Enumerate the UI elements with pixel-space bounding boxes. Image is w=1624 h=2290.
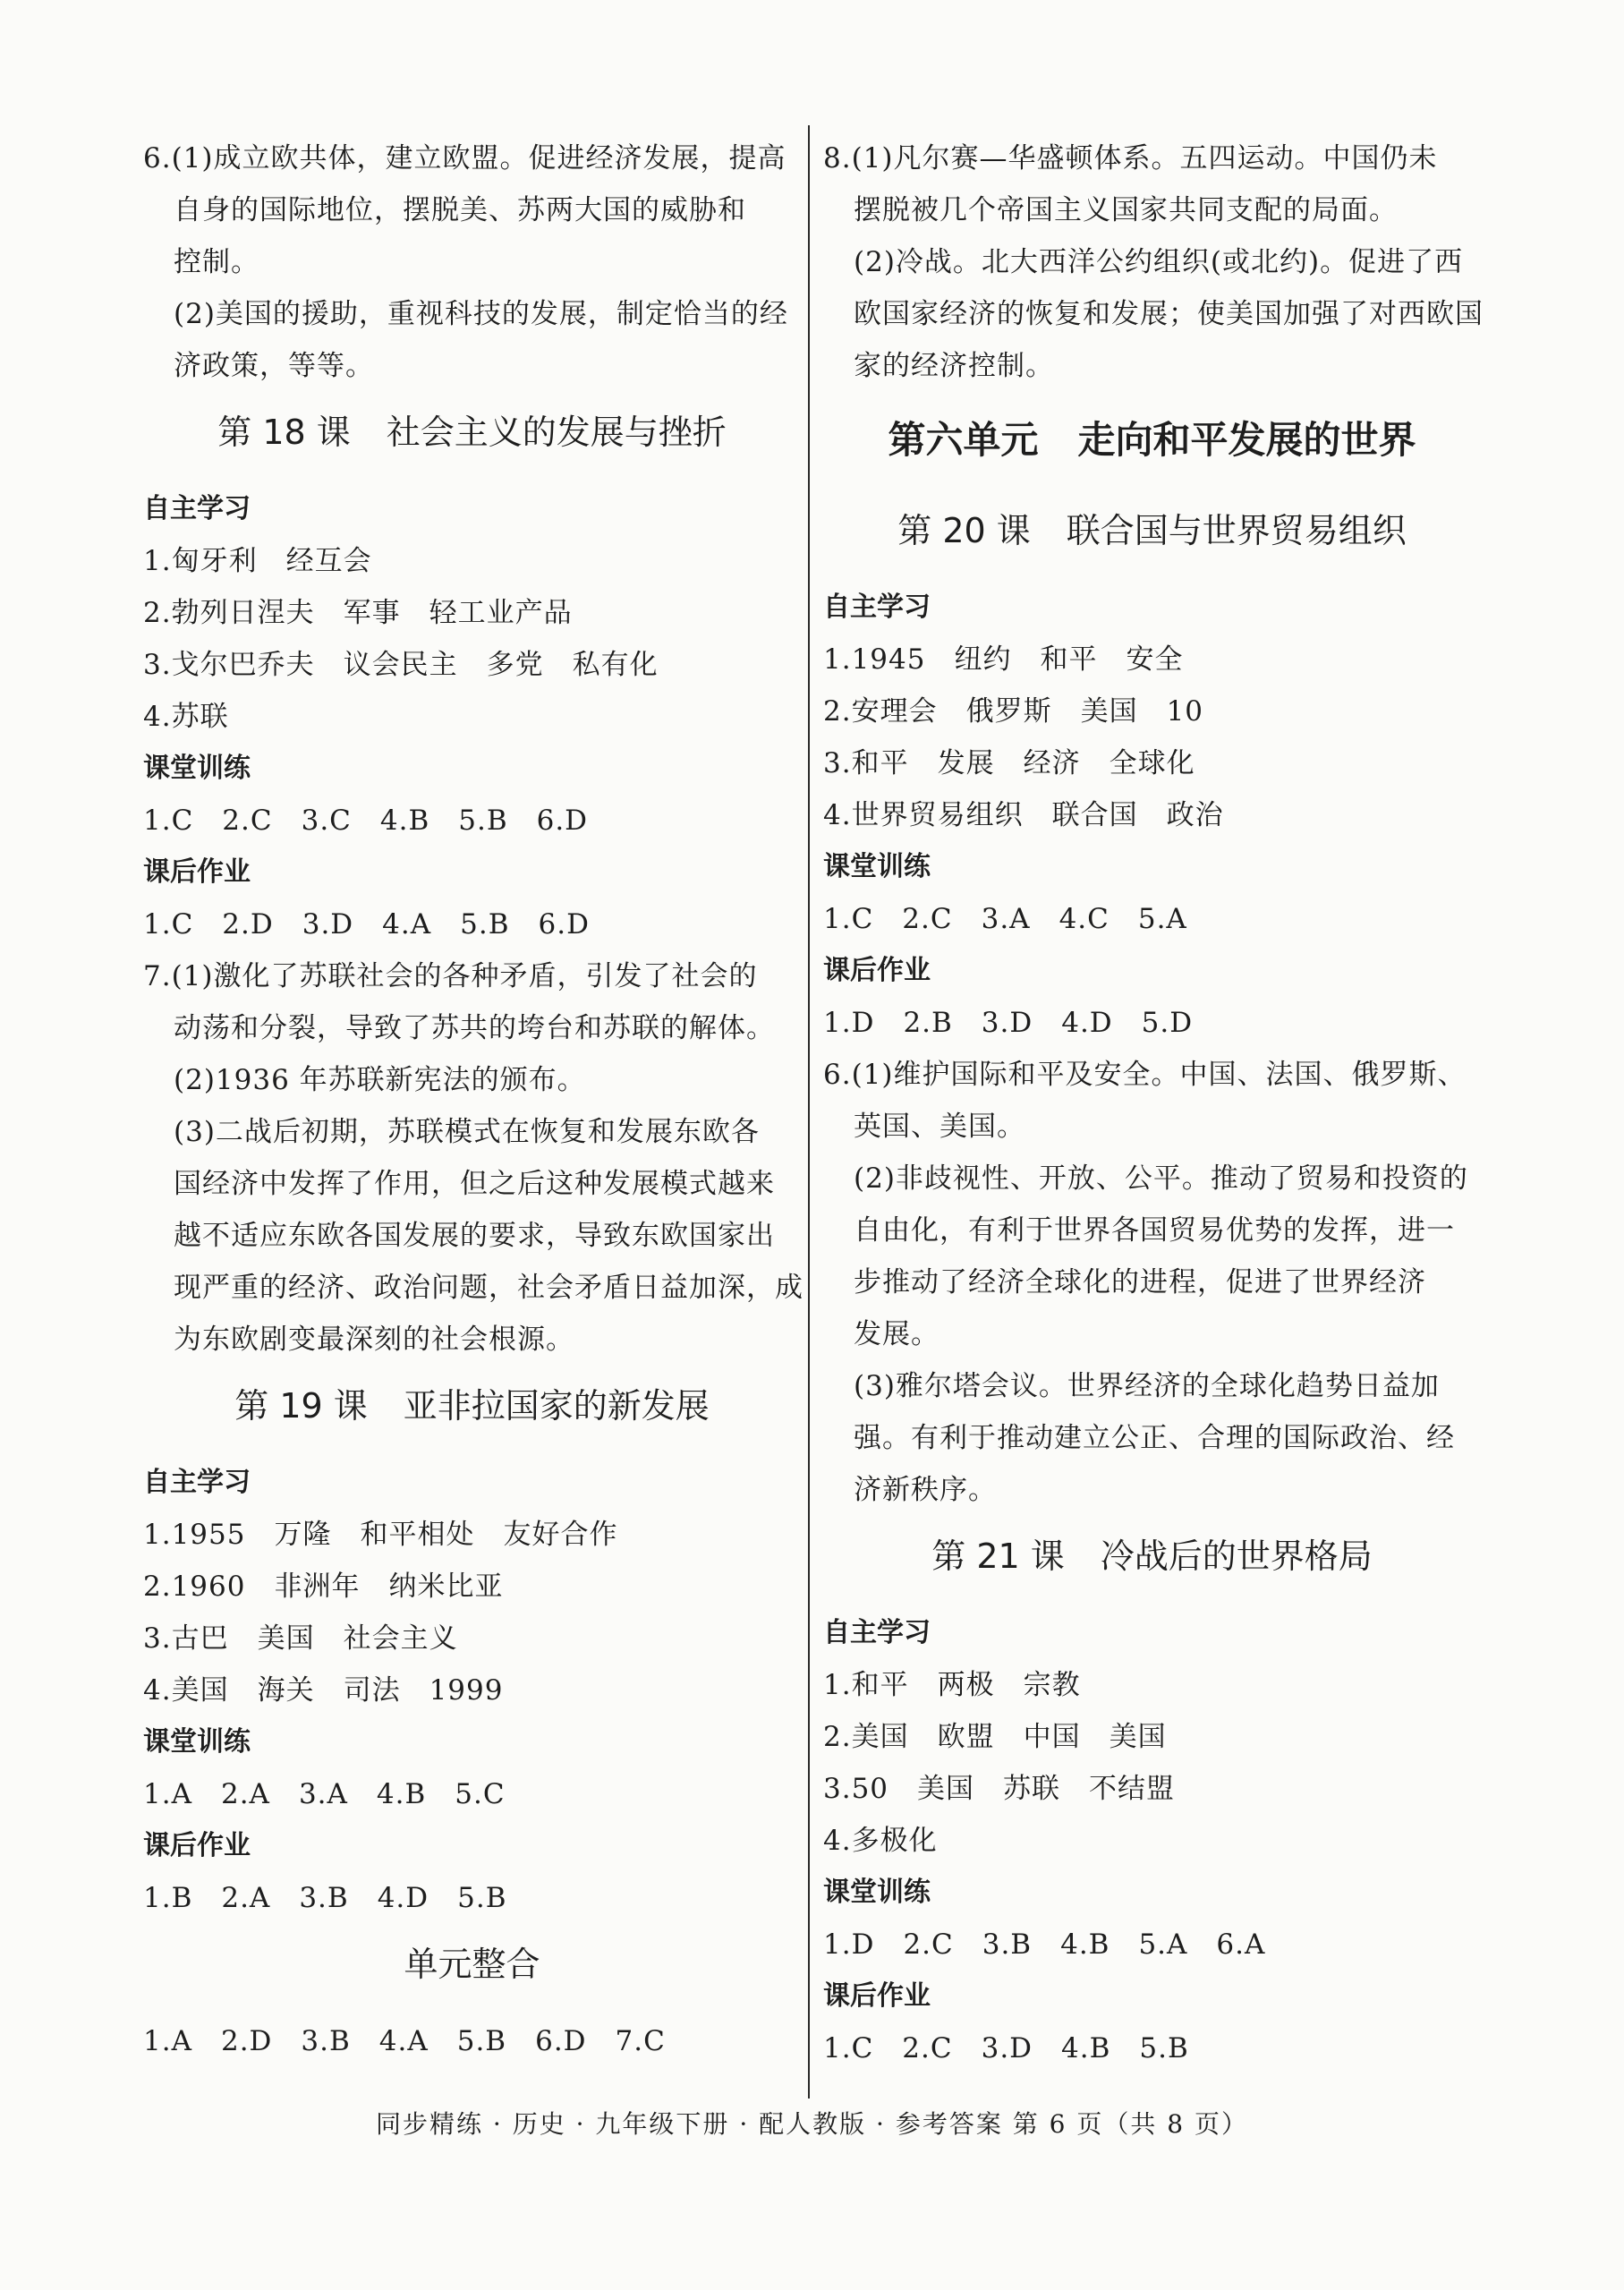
answer-line xyxy=(143,535,801,587)
text-line: 自由化，有利于世界各国贸易优势的发挥，进一 xyxy=(854,1214,1455,1247)
answer-item: 10 xyxy=(1166,695,1204,728)
answer-line xyxy=(143,1561,801,1613)
answer-item: 发展 xyxy=(937,747,995,779)
answer-item: 美国 xyxy=(257,1622,315,1655)
answer-item: 5.B xyxy=(456,2025,507,2057)
answer-line xyxy=(823,1711,1481,1763)
answer-item: 4.世界贸易组织 xyxy=(823,799,1024,831)
section-heading-zizhu: 自主学习 xyxy=(143,1467,251,1498)
answer-item: 非洲年 xyxy=(274,1571,361,1603)
answer-item: 3.和平 xyxy=(823,747,909,779)
answer-item: 1.1945 xyxy=(823,643,926,676)
answer-item: 4.多极化 xyxy=(823,1825,938,1857)
unit-number: 第六单元 xyxy=(888,418,1039,462)
answer-item: 7.C xyxy=(615,2025,666,2057)
text-line: (3)雅尔塔会议。世界经济的全球化趋势日益加 xyxy=(854,1370,1440,1402)
answer-line xyxy=(823,893,1481,945)
answer-item: 和平相处 xyxy=(360,1519,475,1551)
answer-line xyxy=(823,737,1481,789)
answer-item: 5.A xyxy=(1138,1928,1188,1961)
answer-item: 经济 xyxy=(1023,747,1081,779)
answer-item: 3.C xyxy=(301,804,352,837)
answer-item: 4.D xyxy=(1061,1007,1113,1039)
column-divider xyxy=(808,125,810,2098)
lesson-name: 亚非拉国家的新发展 xyxy=(403,1386,710,1426)
answer-line xyxy=(143,898,801,950)
lesson-number: 第 18 课 xyxy=(217,413,351,452)
section-heading-kehou: 课后作业 xyxy=(823,955,931,986)
answer-item: 1.C xyxy=(143,804,194,837)
answer-item: 2.D xyxy=(220,2025,273,2057)
section-heading-kehou: 课后作业 xyxy=(143,1830,251,1861)
answer-line xyxy=(823,1763,1481,1815)
text-line: 发展。 xyxy=(854,1318,940,1350)
answer-item: 2.B xyxy=(903,1007,953,1039)
answer-item: 1.C xyxy=(823,903,874,935)
answer-item: 私有化 xyxy=(572,649,659,681)
answer-line xyxy=(823,789,1481,841)
text-line: 英国、美国。 xyxy=(854,1111,1025,1143)
answer-item: 2.美国 xyxy=(823,1721,909,1753)
answer-item: 4.C xyxy=(1059,903,1110,935)
text-line: (2)美国的援助，重视科技的发展，制定恰当的经 xyxy=(174,298,788,330)
text-line: 国经济中发挥了作用，但之后这种发展模式越来 xyxy=(174,1168,775,1200)
text-line: (3)二战后初期，苏联模式在恢复和发展东欧各 xyxy=(174,1116,760,1148)
lesson-number: 第 21 课 xyxy=(931,1537,1065,1576)
answer-line xyxy=(143,2015,801,2067)
answer-item: 4.B xyxy=(1060,1928,1110,1961)
answer-line xyxy=(143,1872,801,1924)
answer-item: 1.和平 xyxy=(823,1669,909,1701)
answer-item: 3.50 xyxy=(823,1773,889,1805)
text-line: 摆脱被几个帝国主义国家共同支配的局面。 xyxy=(854,194,1398,226)
answer-item: 2.勃列日涅夫 xyxy=(143,597,315,629)
answer-item: 宗教 xyxy=(1023,1669,1081,1701)
text-line: 7.(1)激化了苏联社会的各种矛盾，引发了社会的 xyxy=(143,960,758,992)
answer-item: 经互会 xyxy=(285,545,372,577)
answer-item: 5.C xyxy=(455,1778,506,1810)
text-line: 控制。 xyxy=(174,246,259,278)
answer-line xyxy=(143,795,801,847)
answer-item: 2.C xyxy=(222,804,273,837)
answer-item: 3.D xyxy=(981,1007,1033,1039)
answer-item: 2.D xyxy=(222,908,274,941)
answer-line xyxy=(143,587,801,639)
answer-item: 6.D xyxy=(535,2025,587,2057)
answer-item: 2.C xyxy=(903,1928,954,1961)
answer-item: 1.A xyxy=(143,2025,192,2057)
answer-item: 纳米比亚 xyxy=(388,1571,504,1603)
answer-line xyxy=(143,639,801,691)
answer-item: 5.A xyxy=(1137,903,1187,935)
left-column xyxy=(143,132,801,2067)
answer-item: 司法 xyxy=(343,1674,401,1707)
answer-line xyxy=(823,634,1481,685)
answer-item: 3.B xyxy=(299,1882,349,1914)
answer-item: 1.D xyxy=(823,1007,875,1039)
answer-item: 全球化 xyxy=(1109,747,1195,779)
answer-item: 万隆 xyxy=(274,1519,332,1551)
answer-item: 美国 xyxy=(1080,695,1138,728)
answer-item: 和平 xyxy=(1040,643,1098,676)
answer-item: 2.C xyxy=(902,2032,953,2064)
answer-line xyxy=(143,1509,801,1561)
text-line: 6.(1)维护国际和平及安全。中国、法国、俄罗斯、 xyxy=(823,1059,1467,1091)
answer-line xyxy=(823,1659,1481,1711)
answer-item: 3.D xyxy=(981,2032,1033,2064)
answer-line xyxy=(143,1768,801,1820)
answer-item: 2.安理会 xyxy=(823,695,938,728)
section-heading-kehou: 课后作业 xyxy=(823,1980,931,2012)
unit-review-title: 单元整合 xyxy=(404,1945,540,1984)
answer-line xyxy=(823,2022,1481,2074)
answer-q7 xyxy=(143,950,801,1366)
answer-item: 1.匈牙利 xyxy=(143,545,258,577)
lesson-number: 第 20 课 xyxy=(897,511,1031,550)
answer-item: 6.D xyxy=(536,804,589,837)
answer-item: 6.A xyxy=(1216,1928,1266,1961)
answer-item: 海关 xyxy=(257,1674,315,1707)
answer-item: 友好合作 xyxy=(503,1519,618,1551)
lesson-name: 社会主义的发展与挫折 xyxy=(386,413,727,452)
answer-item: 欧盟 xyxy=(937,1721,995,1753)
answer-item: 1.D xyxy=(823,1928,875,1961)
section-heading-kehou: 课后作业 xyxy=(143,856,251,888)
lesson-19-title xyxy=(143,1380,801,1432)
answer-item: 1.1955 xyxy=(143,1519,246,1551)
text-line: 为东欧剧变最深刻的社会根源。 xyxy=(174,1324,574,1356)
answer-item: 2.A xyxy=(221,1882,271,1914)
text-line: (2)非歧视性、开放、公平。推动了贸易和投资的 xyxy=(854,1162,1468,1195)
text-line: 动荡和分裂，导致了苏共的垮台和苏联的解体。 xyxy=(174,1012,775,1044)
section-heading-ketang: 课堂训练 xyxy=(143,1726,251,1758)
answer-line xyxy=(823,1815,1481,1867)
answer-line xyxy=(143,1613,801,1664)
answer-item: 3.D xyxy=(302,908,354,941)
answer-item: 2.1960 xyxy=(143,1571,246,1603)
answer-item: 4.B xyxy=(1061,2032,1111,2064)
text-line: 家的经济控制。 xyxy=(854,350,1054,382)
answer-item: 多党 xyxy=(486,649,544,681)
text-line: 步推动了经济全球化的进程，促进了世界经济 xyxy=(854,1266,1426,1298)
answer-item: 联合国 xyxy=(1051,799,1138,831)
answer-item: 3.A xyxy=(298,1778,348,1810)
text-line: 8.(1)凡尔赛—华盛顿体系。五四运动。中国仍未 xyxy=(823,142,1438,175)
answer-item: 3.古巴 xyxy=(143,1622,229,1655)
answer-item: 4.B xyxy=(376,1778,427,1810)
section-heading-zizhu: 自主学习 xyxy=(823,592,931,623)
answer-item: 3.A xyxy=(981,903,1031,935)
lesson-18-title xyxy=(143,406,801,458)
answer-item: 4.苏联 xyxy=(143,701,229,733)
answer-item: 5.B xyxy=(457,1882,507,1914)
text-line: 自身的国际地位，摆脱美、苏两大国的威胁和 xyxy=(174,194,746,226)
answer-line xyxy=(823,1919,1481,1971)
answer-line xyxy=(823,997,1481,1049)
answer-item: 1999 xyxy=(429,1674,504,1707)
answer-line xyxy=(823,685,1481,737)
text-line: 现严重的经济、政治问题，社会矛盾日益加深，成 xyxy=(174,1272,803,1304)
lesson-name: 冷战后的世界格局 xyxy=(1100,1537,1373,1576)
answer-item: 2.C xyxy=(902,903,953,935)
answer-item: 3.B xyxy=(982,1928,1033,1961)
unit-6-title xyxy=(823,412,1481,469)
text-line: 欧国家经济的恢复和发展；使美国加强了对西欧国 xyxy=(854,298,1484,330)
answer-item: 纽约 xyxy=(954,643,1012,676)
answer-q6-lesson20 xyxy=(823,1049,1481,1516)
lesson-name: 联合国与世界贸易组织 xyxy=(1066,511,1407,550)
answer-item: 政治 xyxy=(1166,799,1224,831)
answer-item: 1.B xyxy=(143,1882,193,1914)
answer-item: 2.A xyxy=(220,1778,270,1810)
right-column xyxy=(823,132,1484,2074)
answer-item: 4.美国 xyxy=(143,1674,229,1707)
answer-item: 苏联 xyxy=(1003,1773,1061,1805)
answer-item: 3.戈尔巴乔夫 xyxy=(143,649,315,681)
answer-item: 军事 xyxy=(343,597,401,629)
answer-q6 xyxy=(143,132,801,392)
lesson-20-title xyxy=(823,505,1481,557)
answer-item: 美国 xyxy=(917,1773,975,1805)
answer-item: 5.D xyxy=(1141,1007,1194,1039)
section-heading-zizhu: 自主学习 xyxy=(823,1617,931,1648)
answer-item: 安全 xyxy=(1126,643,1184,676)
unit-name: 走向和平发展的世界 xyxy=(1077,418,1416,462)
answer-item: 4.B xyxy=(379,804,430,837)
answer-item: 不结盟 xyxy=(1089,1773,1176,1805)
answer-item: 社会主义 xyxy=(343,1622,458,1655)
text-line: (2)1936 年苏联新宪法的颁布。 xyxy=(174,1064,586,1096)
answer-item: 议会民主 xyxy=(343,649,458,681)
answer-item: 俄罗斯 xyxy=(965,695,1052,728)
answer-item: 两极 xyxy=(937,1669,995,1701)
answer-item: 4.A xyxy=(382,908,432,941)
answer-item: 6.D xyxy=(538,908,590,941)
section-heading-ketang: 课堂训练 xyxy=(143,753,251,784)
answer-item: 5.B xyxy=(1139,2032,1189,2064)
section-heading-ketang: 课堂训练 xyxy=(823,1877,931,1908)
text-line: 强。有利于推动建立公正、合理的国际政治、经 xyxy=(854,1422,1455,1454)
answer-item: 4.D xyxy=(377,1882,429,1914)
text-line: 济政策，等等。 xyxy=(174,350,374,382)
answer-item: 中国 xyxy=(1023,1721,1081,1753)
text-line: (2)冷战。北大西洋公约组织(或北约)。促进了西 xyxy=(854,246,1464,278)
answer-item: 5.B xyxy=(458,804,508,837)
answer-item: 美国 xyxy=(1109,1721,1167,1753)
answer-item: 5.B xyxy=(460,908,510,941)
text-line: 济新秩序。 xyxy=(854,1474,997,1506)
answer-line xyxy=(143,691,801,743)
answer-q8 xyxy=(823,132,1484,392)
answer-item: 轻工业产品 xyxy=(429,597,573,629)
answer-line xyxy=(143,1664,801,1716)
answer-item: 1.C xyxy=(823,2032,874,2064)
answer-item: 3.B xyxy=(301,2025,351,2057)
answer-item: 4.A xyxy=(378,2025,429,2057)
section-heading-zizhu: 自主学习 xyxy=(143,493,251,524)
text-line: 越不适应东欧各国发展的要求，导致东欧国家出 xyxy=(174,1220,775,1252)
section-heading-ketang: 课堂训练 xyxy=(823,851,931,882)
page-footer: 同步精练 · 历史 · 九年级下册 · 配人教版 · 参考答案 第 6 页（共 8 页） xyxy=(376,2109,1248,2139)
answer-item: 1.C xyxy=(143,908,194,941)
answer-item: 1.A xyxy=(143,1778,192,1810)
text-line: 6.(1)成立欧共体，建立欧盟。促进经济发展，提高 xyxy=(143,142,786,175)
lesson-21-title xyxy=(823,1530,1481,1582)
lesson-number: 第 19 课 xyxy=(234,1386,368,1426)
